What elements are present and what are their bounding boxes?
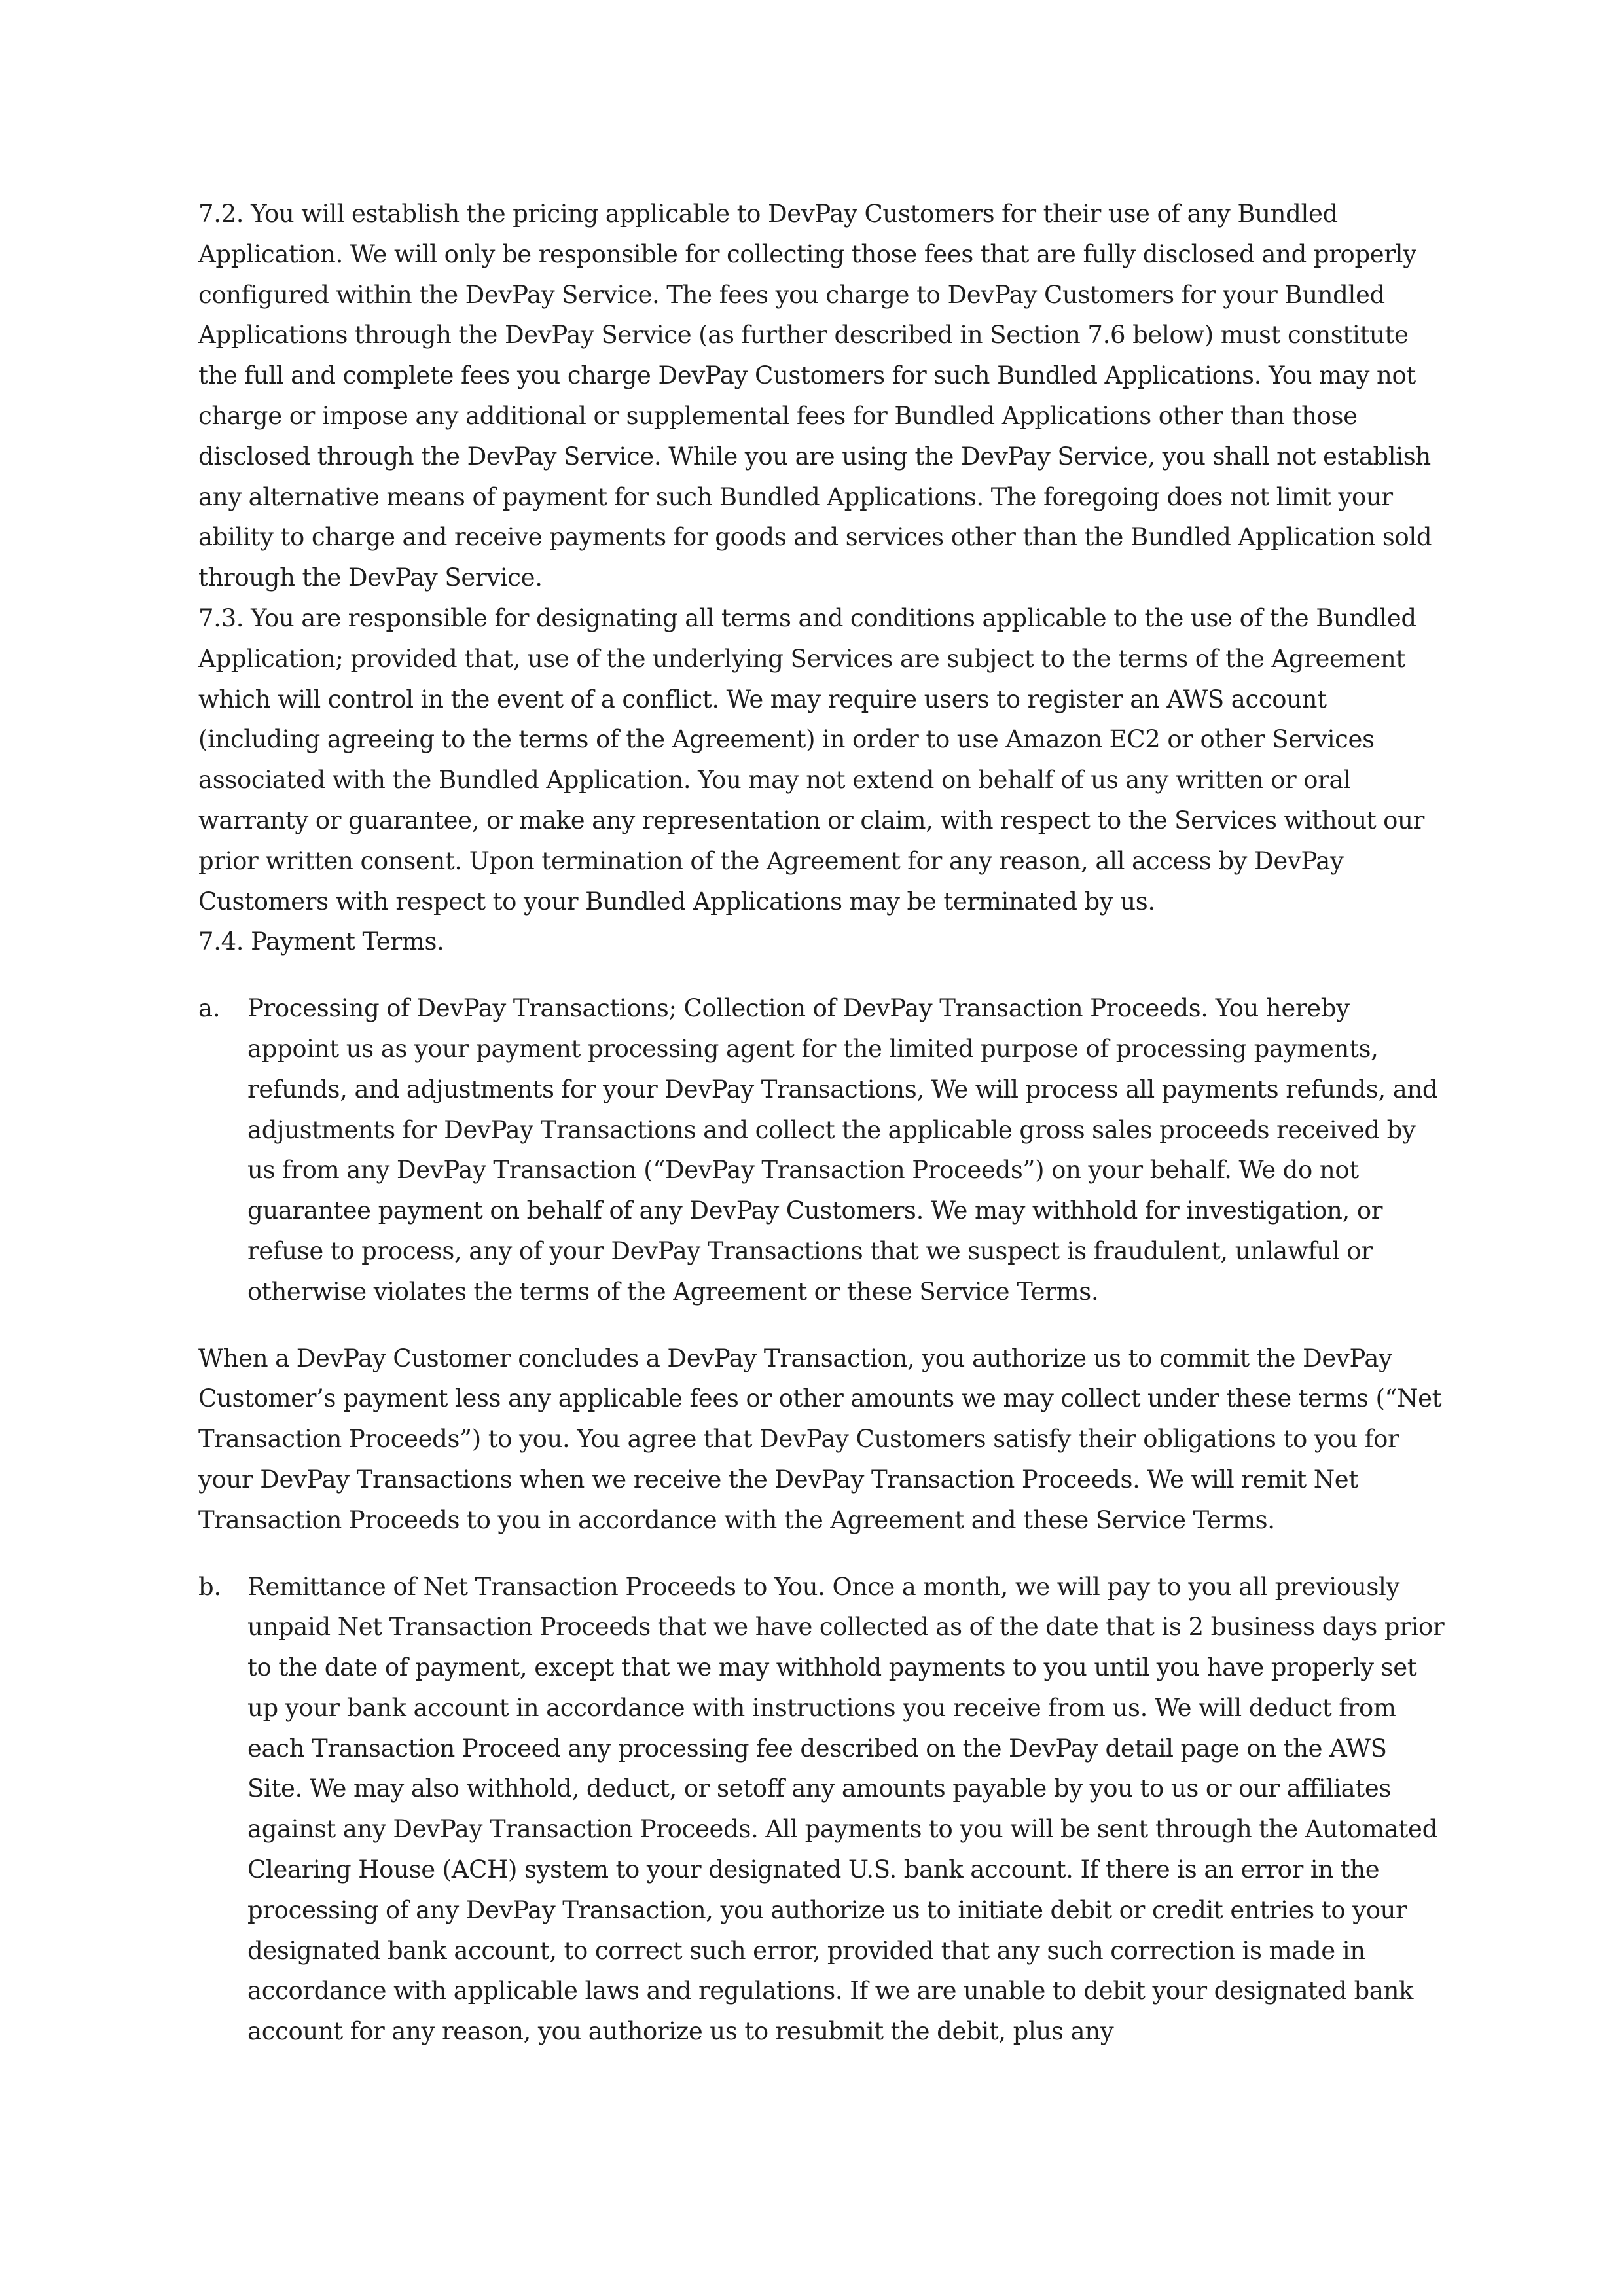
list-text-b: Remittance of Net Transaction Proceeds to You. Once a month, we will pay to you all previously unpaid Net Transaction Proceeds that we have collected as of the date that is 2 business days prior to the date of payment, except that we may withhold payments to you until you have properly set up your bank account in accordance with instructions you receive from us. We will deduct from each Transaction Proceed any processing fee described on the DevPay detail page on the AWS Site. We may also withhold, deduct, or setoff any amounts payable by you to us or our affiliates against any DevPay Transaction Proceeds. All payments to you will be sent through the Automated Clearing House (ACH) system to your designated U.S. bank account. If there is an error in the processing of any DevPay Transaction, you authorize us to initiate debit or credit entries to your designated bank account, to correct such error, provided that any such correction is made in accordance with applicable laws and regulations. If we are unable to debit your designated bank account for any reason, you authorize us to resubmit the debit, plus any [247, 1572, 1445, 2046]
list-item-b [198, 1567, 1445, 2053]
spacer [198, 1312, 1445, 1338]
document-page [198, 194, 1445, 2052]
section-7-4-heading: 7.4. Payment Terms. [198, 927, 444, 956]
list-text-a: Processing of DevPay Transactions; Collection of DevPay Transaction Proceeds. You hereby appoint us as your payment processing agent for the limited purpose of processing payments, refunds, and adjustments for your DevPay Transactions, We will process all payments refunds, and adjustments for DevPay Transactions and collect the applicable gross sales proceeds received by us from any DevPay Transaction (“DevPay Transaction Proceeds”) on your behalf. We do not guarantee payment on behalf of any DevPay Customers. We may withhold for investigation, or refuse to process, any of your DevPay Transactions that we suspect is fraudulent, unlawful or otherwise violates the terms of the Agreement or these Service Terms. [247, 994, 1438, 1306]
list-item-a [198, 988, 1445, 1312]
net-proceeds-paragraph: When a DevPay Customer concludes a DevPay Transaction, you authorize us to commit the DevPay Customer’s payment less any applicable fees or other amounts we may collect under these terms (“Net Transaction Proceeds”) to you. You agree that DevPay Customers satisfy their obligations to you for your DevPay Transactions when we receive the DevPay Transaction Proceeds. We will remit Net Transaction Proceeds to you in accordance with the Agreement and these Service Terms. [198, 1344, 1442, 1534]
section-7-3-paragraph: 7.3. You are responsible for designating all terms and conditions applicable to the use of the Bundled Application; provided that, use of the underlying Services are subject to the terms of the Agreement which will control in the event of a conflict. We may require users to register an AWS account (including agreeing to the terms of the Agreement) in order to use Amazon EC2 or other Services associated with the Bundled Application. You may not extend on behalf of us any written or oral warranty or guarantee, or make any representation or claim, with respect to the Services without our prior written consent. Upon termination of the Agreement for any reason, all access by DevPay Customers with respect to your Bundled Applications may be terminated by us. [198, 603, 1424, 916]
spacer [198, 962, 1445, 988]
spacer [198, 1541, 1445, 1567]
list-marker-b: b. [198, 1572, 221, 1601]
section-7-2-paragraph: 7.2. You will establish the pricing applicable to DevPay Customers for their use of any Bundled Application. We will only be responsible for collecting those fees that are fully disclosed and properly configured within the DevPay Service. The fees you charge to DevPay Customers for your Bundled Applications through the DevPay Service (as further described in Section 7.6 below) must constitute the full and complete fees you charge DevPay Customers for such Bundled Applications. You may not charge or impose any additional or supplemental fees for Bundled Applications other than those disclosed through the DevPay Service. While you are using the DevPay Service, you shall not establish any alternative means of payment for such Bundled Applications. The foregoing does not limit your ability to charge and receive payments for goods and services other than the Bundled Application sold through the DevPay Service. [198, 200, 1432, 592]
list-marker-a: a. [198, 994, 221, 1023]
